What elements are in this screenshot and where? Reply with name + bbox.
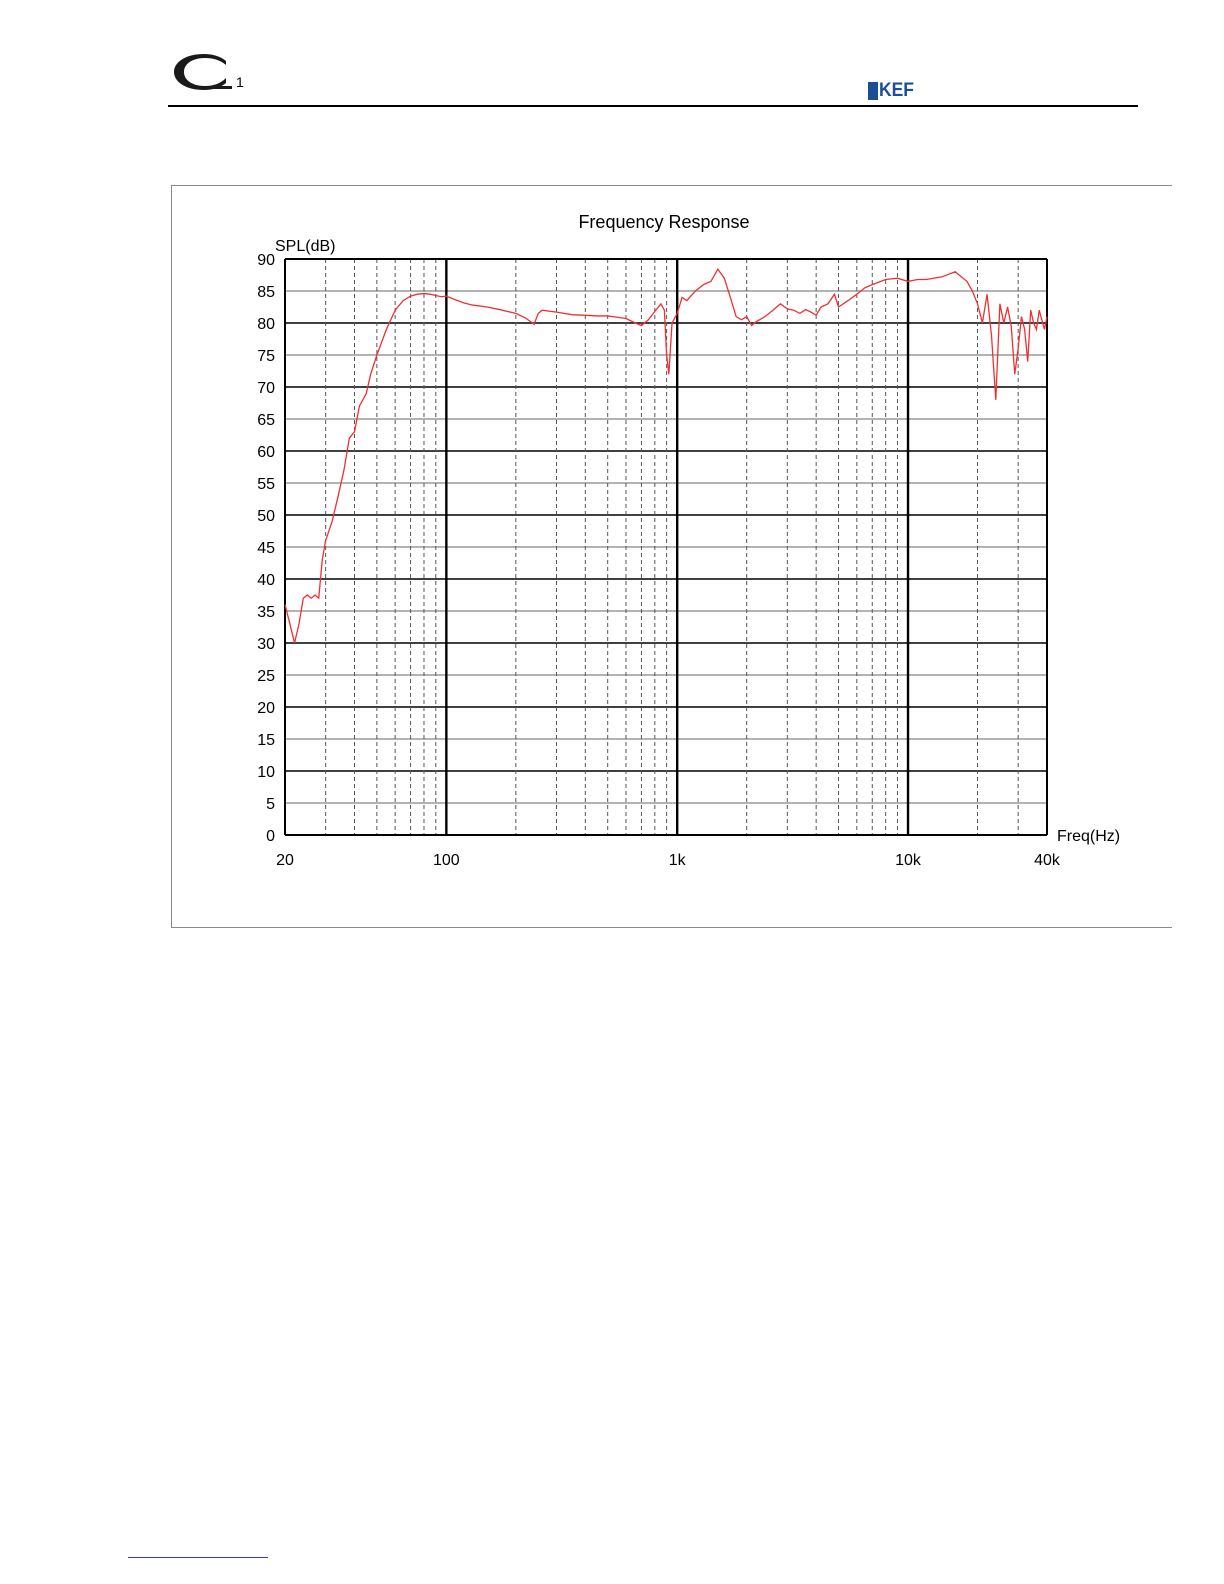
model-logo xyxy=(168,52,234,92)
y-tick-label: 15 xyxy=(257,732,275,749)
y-tick-label: 65 xyxy=(257,412,275,429)
model-logo-suffix: 1 xyxy=(236,74,244,90)
frequency-response-chart xyxy=(171,185,1171,927)
x-axis-label: Freq(Hz) xyxy=(1057,828,1121,845)
spl-series-line xyxy=(285,269,1047,643)
y-tick-label: 5 xyxy=(266,796,275,813)
x-tick-label: 1k xyxy=(668,852,686,869)
y-axis-label: SPL(dB) xyxy=(275,238,336,255)
y-tick-label: 90 xyxy=(257,252,275,269)
y-tick-label: 55 xyxy=(257,476,275,493)
y-tick-label: 85 xyxy=(257,284,275,301)
x-tick-label: 100 xyxy=(432,852,460,869)
y-tick-label: 25 xyxy=(257,668,275,685)
y-tick-label: 40 xyxy=(257,572,275,589)
chart-axis-labels xyxy=(257,252,1061,869)
y-tick-label: 60 xyxy=(257,444,275,461)
footer-link-underline xyxy=(128,1557,268,1558)
header-divider xyxy=(168,105,1138,107)
x-tick-label: 20 xyxy=(276,852,294,869)
y-tick-label: 20 xyxy=(257,700,275,717)
y-tick-label: 0 xyxy=(266,828,275,845)
y-tick-label: 30 xyxy=(257,636,275,653)
y-tick-label: 45 xyxy=(257,540,275,557)
y-tick-label: 35 xyxy=(257,604,275,621)
y-tick-label: 70 xyxy=(257,380,275,397)
x-tick-label: 10k xyxy=(895,852,921,869)
page-header xyxy=(168,60,1138,108)
y-tick-label: 10 xyxy=(257,764,275,781)
y-tick-label: 50 xyxy=(257,508,275,525)
y-tick-label: 80 xyxy=(257,316,275,333)
x-tick-label: 40k xyxy=(1034,852,1060,869)
y-tick-label: 75 xyxy=(257,348,275,365)
chart-title: Frequency Response xyxy=(578,212,750,232)
kef-brand-text: KEF xyxy=(879,80,914,101)
kef-brand-logo xyxy=(868,80,917,102)
kef-mark-icon xyxy=(868,82,878,100)
